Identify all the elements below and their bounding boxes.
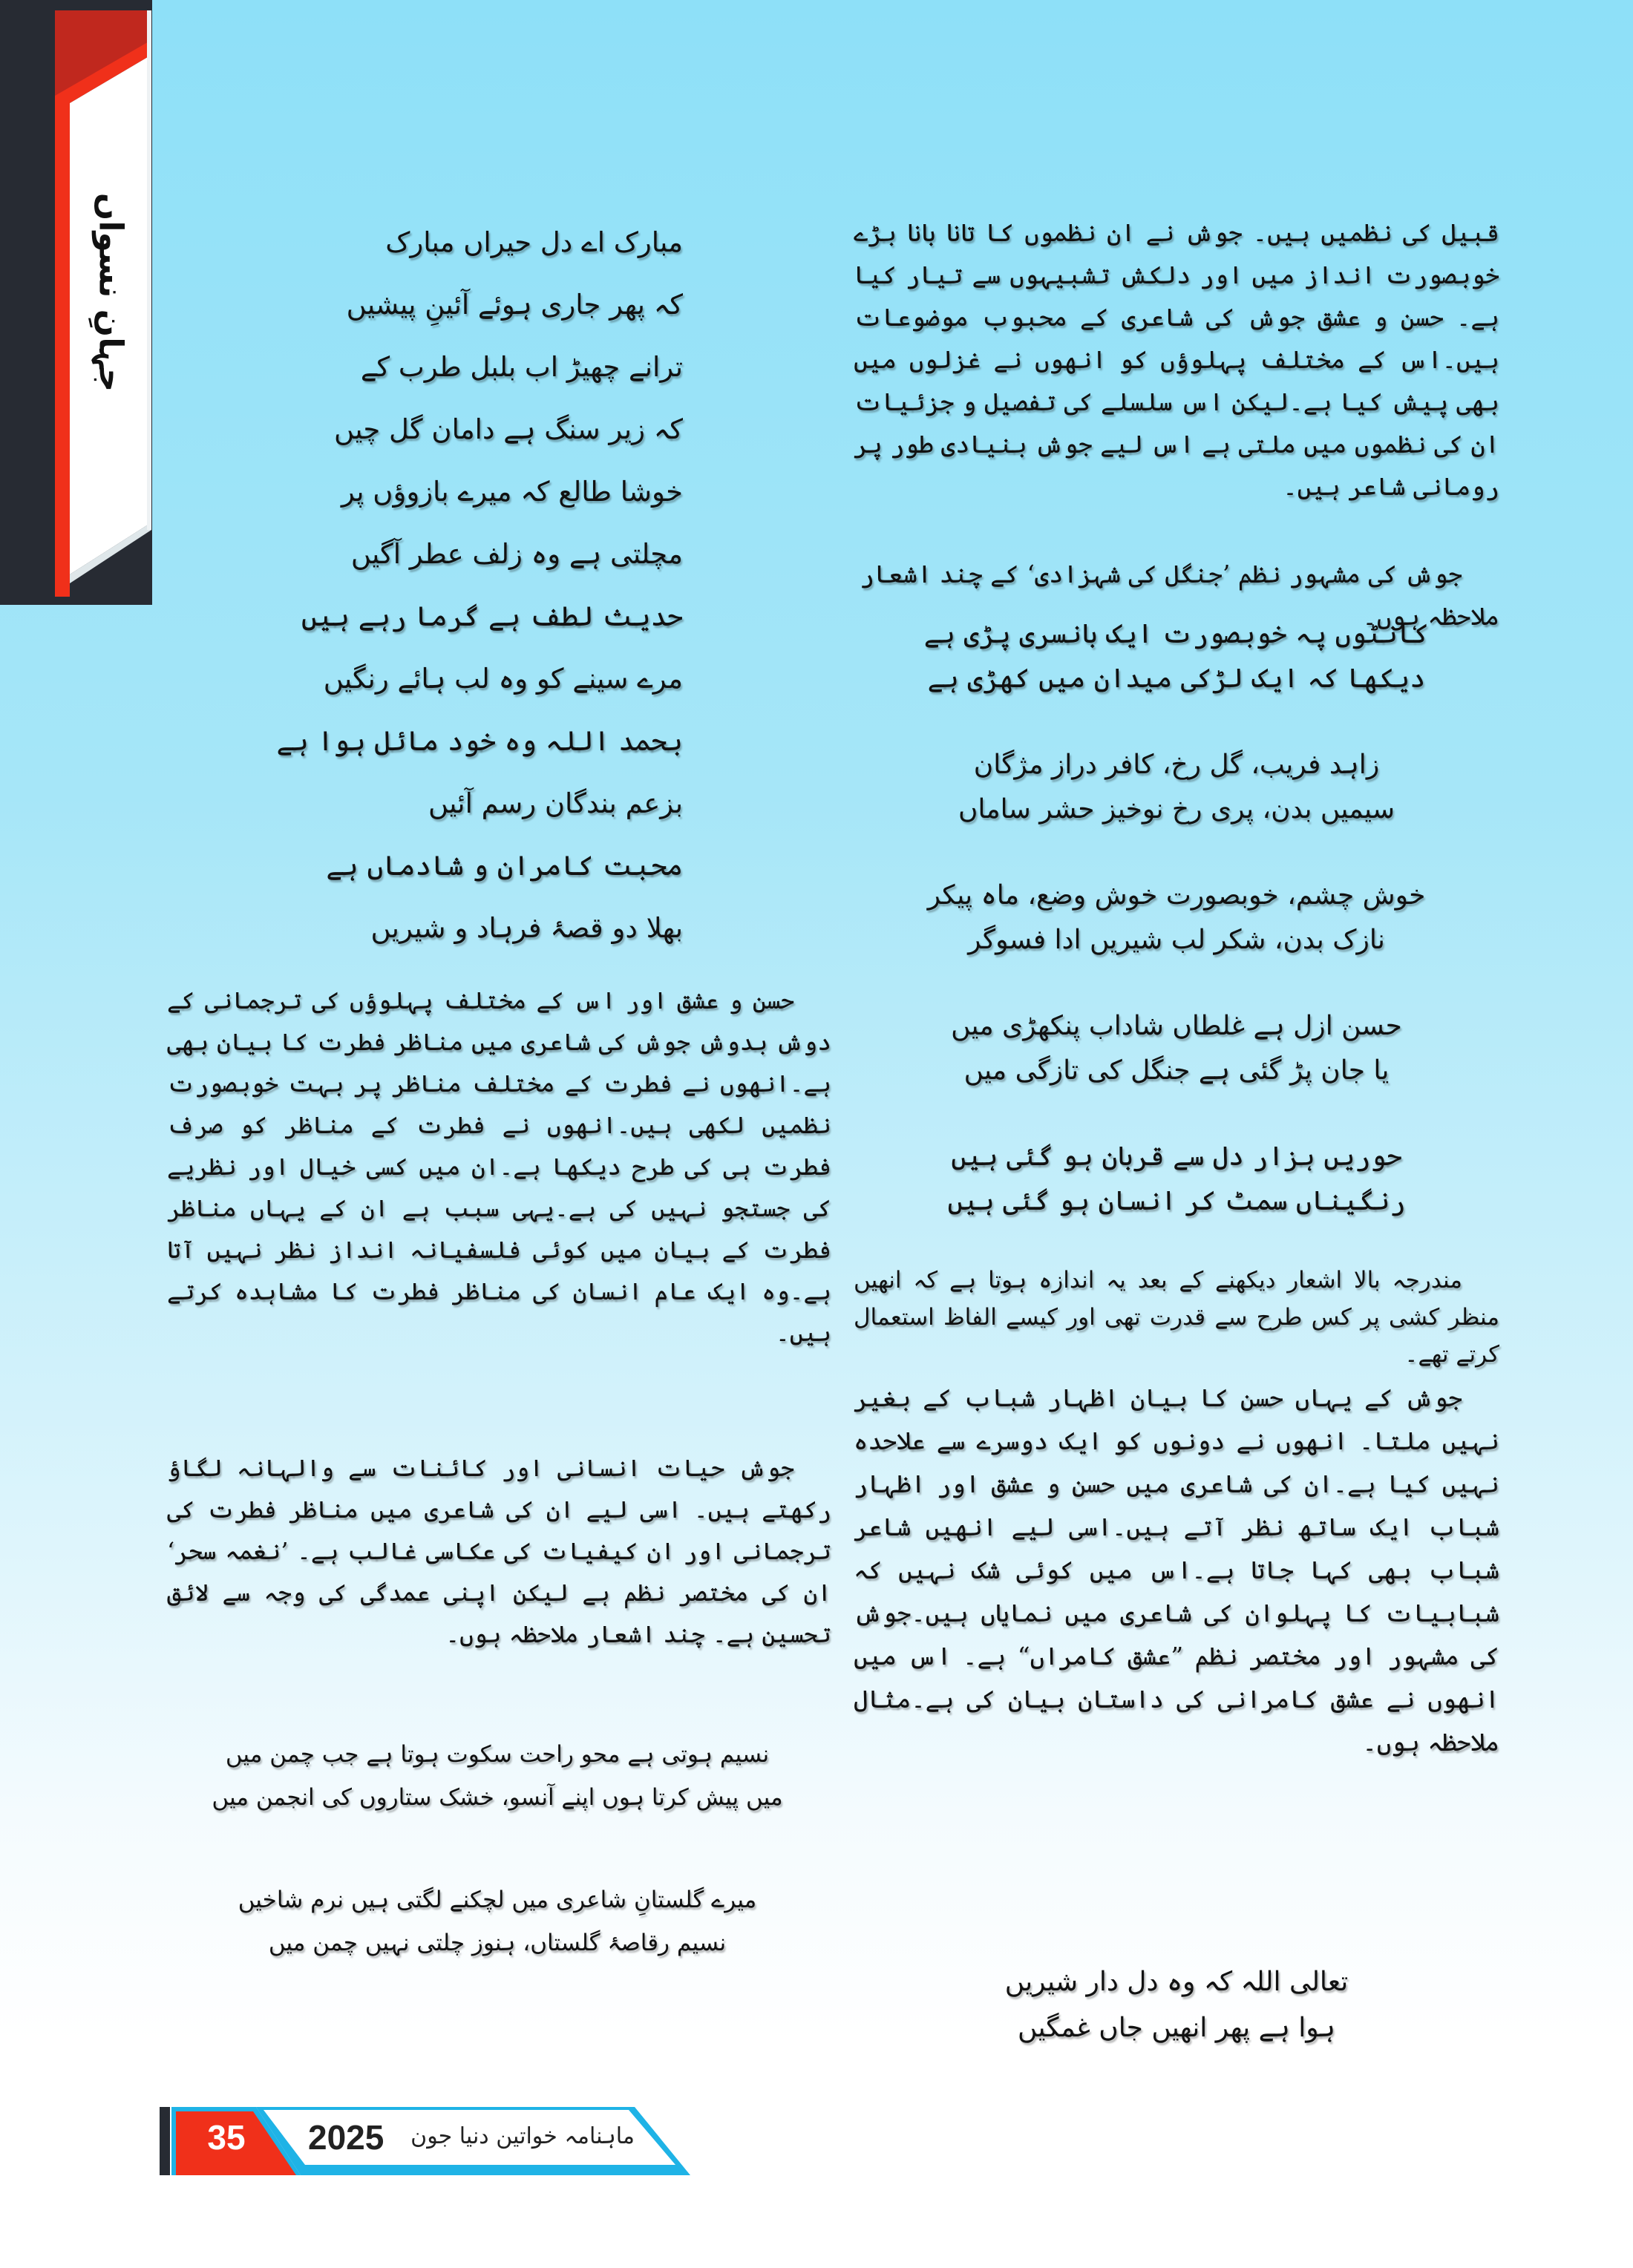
verse-couplet: [891, 605, 1462, 731]
verse-line: تعالی اللہ کہ وہ دل دار شیریں: [1004, 1967, 1349, 1997]
verse-line: یا جان پڑ گئی ہے جنگل کی تازگی میں: [963, 1055, 1390, 1086]
verse-couplet: [891, 866, 1462, 992]
verse-line: حسن ازل ہے غلطاں شاداب پنکھڑی میں: [951, 1011, 1402, 1041]
verse-line: نسیم رقاصۂ گلستاں، ہنوز چلتی نہیں چمن میں: [268, 1930, 727, 1956]
issue-year: 2025: [308, 2118, 384, 2157]
paragraph: حسن و عشق اور اس کے مختلف پہلوؤں کی ترجمانی کے دوش بدوش جوش کی شاعری میں مناظر فطرت کا بیان بھی ہے۔انھوں نے فطرت کے مختلف مناظر پر بہت خوبصورت نظمیں لکھی ہیں۔انھوں نے فطرت کے مناظر کو صرف فطرت ہی کی طرح دیکھا ہے۔ان میں کسی خیال اور نظریے کی جستجو نہیں کی ہے۔یہی سبب ہے ان کے یہاں مناظر فطرت کے بیان میں کوئی فلسفیانہ انداز نظر نہیں آتا ہے۔وہ ایک عام انسان کی مناظر فطرت کا مشاہدہ کرتے ہیں۔: [167, 986, 831, 1347]
verse-line: کانٹوں پہ خوبصورت ایک بانسری پڑی ہے: [923, 619, 1430, 649]
page-number: 35: [207, 2118, 246, 2157]
page-footer: [160, 2104, 694, 2178]
section-tab-label: جہانِ نسواں: [91, 192, 130, 393]
poem-line: کہ پھر جاری ہوئے آئینِ پیشیں: [346, 289, 683, 321]
verse-couplet: [178, 1733, 816, 1819]
verse-line: میں پیش کرتا ہوں اپنے آنسو، خشک ستاروں کی انجمن میں: [212, 1784, 783, 1811]
verse-couplet: [891, 1127, 1462, 1253]
right-paragraph-3: [854, 1262, 1499, 1373]
left-paragraph-2: [167, 1447, 831, 1722]
right-final-verse: [928, 1959, 1425, 2063]
paragraph: جوش حیات انسانی اور کائنات سے والہانہ لگاؤ رکھتے ہیں۔ اسی لیے ان کی شاعری میں مناظر فطرت کی ترجمانی اور ان کیفیات کی عکاسی غالب ہے۔ ’نغمہ سحر‘ ان کی مختصر نظم ہے لیکن اپنی عمدگی کی وجہ سے لائق تحسین ہے۔ چند اشعار ملاحظہ ہوں۔: [167, 1454, 831, 1648]
verse-line: دیکھا کہ ایک لڑکی میدان میں کھڑی ہے: [927, 663, 1426, 694]
left-verses: [178, 1733, 816, 2067]
verse-line: نسیم ہوتی ہے محو راحت سکوت ہوتا ہے جب چمن میں: [225, 1741, 770, 1768]
paragraph: جوش کے یہاں حسن کا بیان اظہار شباب کے بغیر نہیں ملتا۔ انھوں نے دونوں کو ایک دوسرے سے علاحدہ نہیں کیا ہے۔ان کی شاعری میں حسن و عشق اور اظہار شباب ایک ساتھ نظر آتے ہیں۔اسی لیے انھیں شاعر شباب بھی کہا جاتا ہے۔اس میں کوئی شک نہیں کہ شبابیات کا پہلوان کی شاعری میں نمایاں ہیں۔جوش کی مشہور اور مختصر نظم ”عشق کامراں“ ہے۔ اس میں انھوں نے عشق کامرانی کی داستان بیان کی ہے۔مثال ملاحظہ ہوں۔: [854, 1383, 1499, 1757]
poem-line: بحمد اللہ وہ خود مائل ہوا ہے: [276, 725, 683, 757]
paragraph: جوش کی مشہور نظم ’جنگل کی شہزادی‘ کے چند اشعار ملاحظہ ہوں۔: [860, 560, 1499, 631]
poem-top-left: [276, 212, 683, 969]
verse-line: رنگیناں سمٹ کر انسان ہو گئی ہیں: [947, 1186, 1406, 1216]
right-paragraph-1: [854, 212, 1499, 553]
verse-couplet: [178, 1878, 816, 1964]
poem-line: بھلا دو قصۂ فرہاد و شیریں: [370, 912, 683, 944]
magazine-title: ماہنامہ خواتین دنیا جون: [410, 2123, 635, 2149]
poem-line: مرے سینے کو وہ لب ہائے رنگیں: [323, 663, 683, 695]
poem-line: بزعم بندگان رسم آئیں: [428, 787, 683, 819]
paragraph: مندرجہ بالا اشعار دیکھنے کے بعد یہ اندازہ ہوتا ہے کہ انھیں منظر کشی پر کس طرح سے قدرت تھی اور کیسے الفاظ استعمال کرتے تھے۔: [854, 1267, 1499, 1368]
left-paragraph-1: [167, 980, 831, 1440]
verse-couplet: [891, 735, 1462, 862]
poem-line: ترانے چھیڑ اب بلبل طرب کے: [360, 351, 683, 383]
right-verses: [891, 605, 1462, 1258]
right-paragraph-4: [854, 1377, 1499, 1926]
verse-line: میرے گلستانِ شاعری میں لچکنے لگتی ہیں نرم شاخیں: [238, 1887, 757, 1913]
verse-line: نازک بدن، شکر لب شیریں ادا فسوگر: [968, 925, 1385, 955]
verse-line: حوریں ہزار دل سے قربان ہو گئی ہیں: [951, 1141, 1402, 1172]
poem-line: خوشا طالع کہ میرے بازوؤں پر: [341, 476, 683, 508]
verse-line: ہوا ہے پھر انھیں جاں غمگیں: [1018, 2013, 1335, 2043]
verse-line: سیمیں بدن، پری رخ نوخیز حشر ساماں: [958, 794, 1395, 825]
poem-line: مچلتی ہے وہ زلف عطر آگیں: [350, 538, 683, 570]
poem-line: محبت کامران و شادماں ہے: [326, 850, 683, 882]
verse-line: خوش چشم، خوبصورت خوش وضع، ماہ پیکر: [927, 880, 1426, 911]
poem-line: کہ زیر سنگ ہے دامان گل چیں: [334, 413, 683, 445]
section-tab: [55, 10, 151, 597]
verse-couplet: [891, 997, 1462, 1123]
poem-line: مبارک اے دل حیراں مبارک: [385, 226, 683, 258]
poem-line: حدیث لطف ہے گرما رہے ہیں: [301, 600, 683, 632]
verse-line: زاہد فریب، گل رخ، کافر دراز مژگان: [973, 750, 1380, 780]
right-paragraph-2: [854, 553, 1499, 631]
paragraph: قبیل کی نظمیں ہیں۔ جوش نے ان نظموں کا تانا بانا بڑے خوبصورت انداز میں اور دلکش تشبیہوں سے تیار کیا ہے۔ حسن و عشق جوش کی شاعری کے محبوب موضوعات ہیں۔اس کے مختلف پہلوؤں کو انھوں نے غزلوں میں بھی پیش کیا ہے۔لیکن اس سلسلے کی تفصیل و جزئیات ان کی نظموں میں ملتی ہے اس لیے جوش بنیادی طور پر رومانی شاعر ہیں۔: [854, 218, 1499, 501]
